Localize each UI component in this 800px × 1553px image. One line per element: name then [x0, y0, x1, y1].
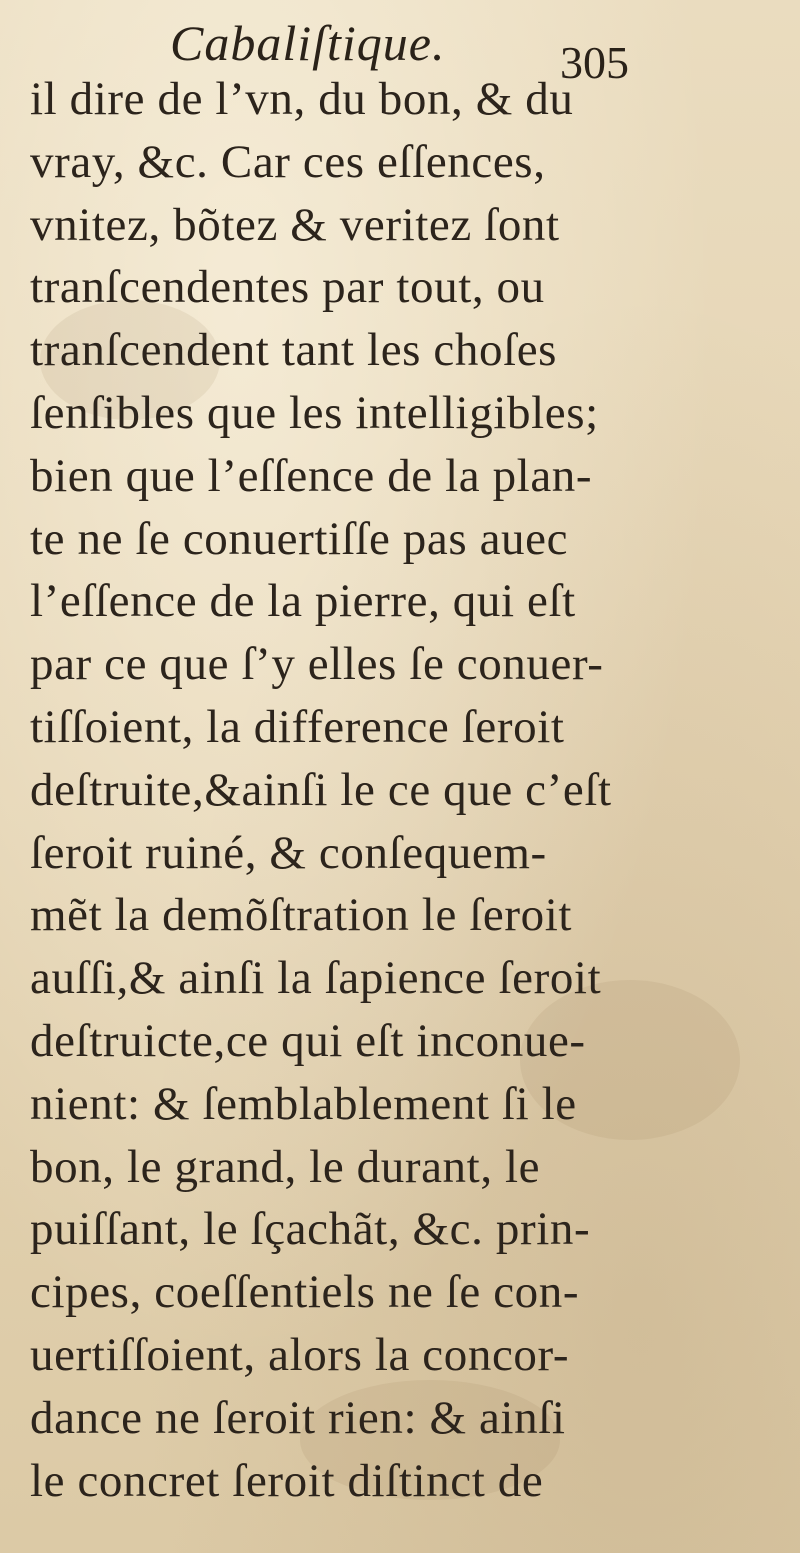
text-line: tranſcendentes par tout, ou [30, 261, 545, 314]
text-line: ſenſibles que les intelligibles; [30, 386, 599, 439]
text-line: vnitez, bõtez & veritez ſont [30, 198, 560, 251]
text-line: uertiſſoient, alors la concor- [30, 1328, 570, 1381]
text-line: il dire de l’vn, du bon, & du [30, 73, 574, 125]
text-line: mẽt la demõſtration le ſeroit [30, 889, 573, 942]
text-line: ſeroit ruiné, & conſequem- [30, 826, 547, 879]
text-line: tranſcendent tant les choſes [30, 324, 558, 377]
text-line: puiſſant, le ſçachãt, &c. prin- [30, 1203, 591, 1256]
running-head: Cabaliſtique. [170, 15, 446, 71]
text-line: deſtruicte,ce qui eſt inconue- [30, 1014, 586, 1067]
text-line: nient: & ſemblablement ſi le [30, 1077, 577, 1130]
text-line: bien que l’eſſence de la plan- [30, 449, 593, 502]
text-line: tiſſoient, la difference ſeroit [30, 700, 565, 753]
text-line: vray, &c. Car ces eſſences, [30, 135, 546, 188]
text-line: dance ne ſeroit rien: & ainſi [30, 1391, 566, 1444]
text-line: cipes, coeſſentiels ne ſe con- [30, 1266, 580, 1319]
text-line: par ce que ſ’y elles ſe conuer- [30, 638, 604, 691]
page-number: 305 [560, 37, 629, 88]
text-line: l’eſſence de la pierre, qui eſt [30, 575, 576, 628]
text-line: deſtruite,&ainſi le ce que c’eſt [30, 763, 612, 816]
text-line: auſſi,& ainſi la ſapience ſeroit [30, 952, 602, 1005]
body-text [30, 68, 690, 1512]
text-line: bon, le grand, le durant, le [30, 1140, 541, 1193]
text-line: le concret ſeroit diſtinct de [30, 1454, 544, 1507]
text-line: te ne ſe conuertiſſe pas auec [30, 512, 569, 565]
